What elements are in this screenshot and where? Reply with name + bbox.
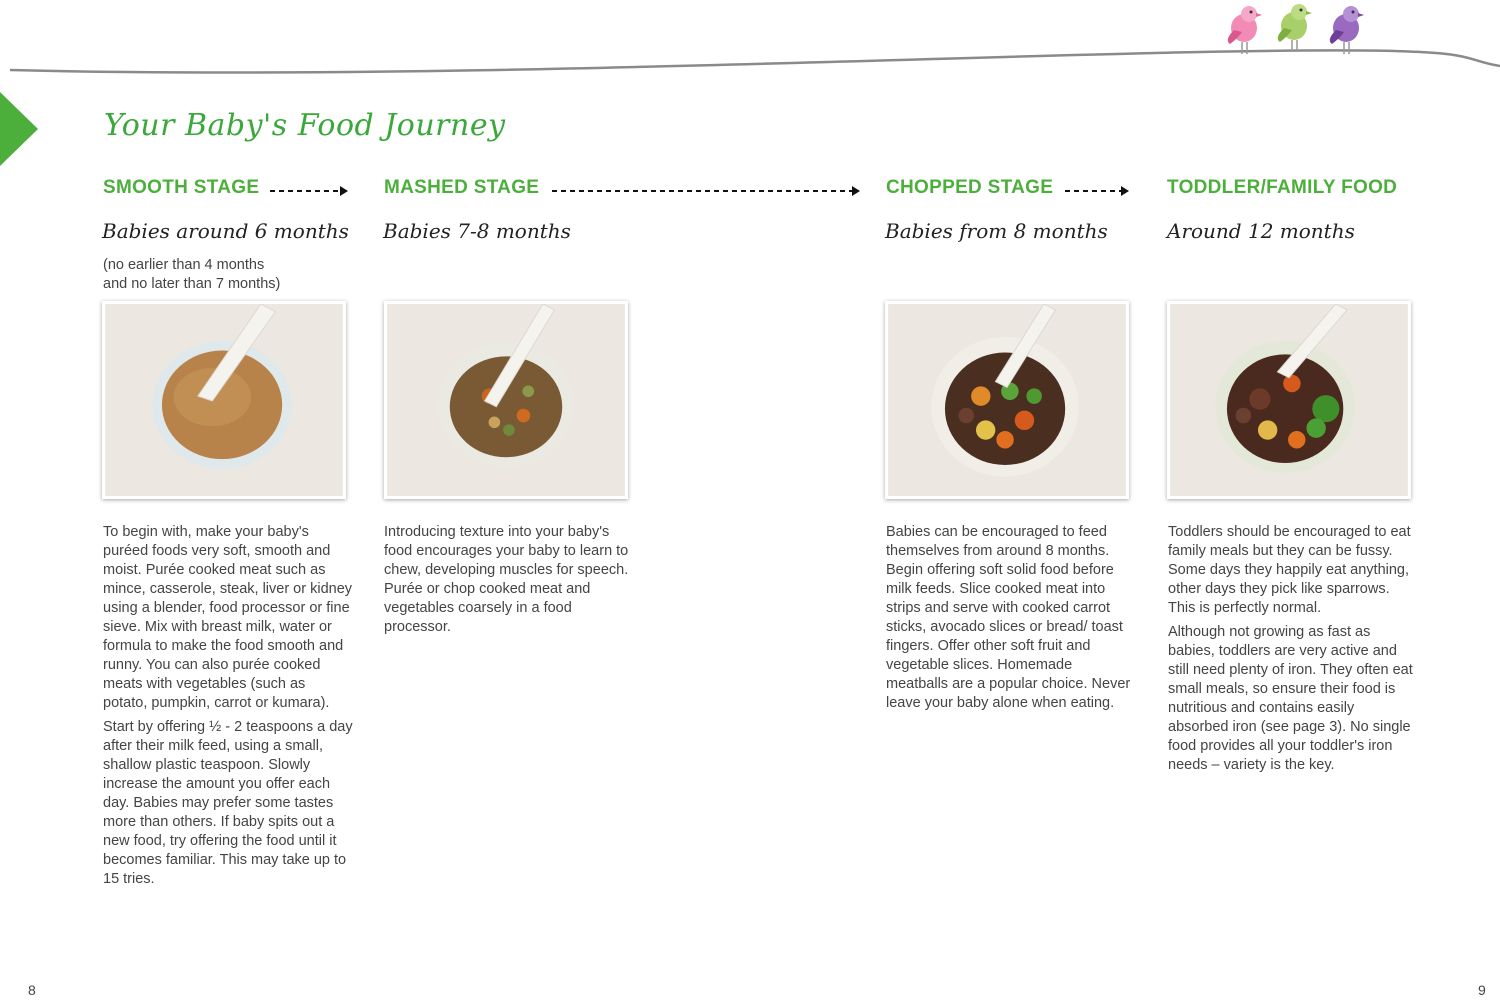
mashed-stage-text [384, 523, 634, 642]
stage-age-mashed: Babies 7-8 months [383, 219, 571, 243]
body-paragraph: Babies can be encouraged to feed themselves from around 8 months. Begin offering soft solid food before milk feeds. Slice cooked meat into strips and serve with cooked carrot sticks, avocado slices or bread/ toast fingers. Offer other soft fruit and vegetable slices. Homemade meatballs are a popular choice. Never leave your baby alone when eating. [886, 524, 1131, 711]
smooth-stage-age-note [103, 256, 343, 294]
stage-age-chopped: Babies from 8 months [885, 219, 1108, 243]
stage-age-toddler: Around 12 months [1167, 219, 1355, 243]
smooth-puree-bowl-photo [102, 301, 346, 499]
dashed-arrow-icon [270, 184, 350, 198]
birds-icon [1216, 0, 1376, 60]
body-paragraph: Start by offering ½ - 2 teaspoons a day after their milk feed, using a small, shallow plastic teaspoon. Slowly increase the amount you offer each day. Babies may prefer some tastes more than others. If baby spits out a new food, try offering the food until it becomes familiar. This may take up to 15 tries. [103, 719, 353, 887]
stage-heading-toddler: TODDLER/FAMILY FOOD [1167, 177, 1398, 198]
dashed-arrow-icon [552, 184, 862, 198]
note-line: (no earlier than 4 months [103, 257, 265, 273]
family-food-bowl-photo [1167, 301, 1411, 499]
pink-bird-icon [1228, 6, 1262, 54]
body-paragraph: Introducing texture into your baby's food encourages your baby to learn to chew, developing muscles for speech. Purée or chop cooked meat and vegetables coarsely in a food processor. [384, 524, 629, 635]
smooth-stage-text [103, 523, 353, 894]
stage-heading-mashed: MASHED STAGE [384, 177, 540, 198]
body-paragraph: To begin with, make your baby's puréed foods very soft, smooth and moist. Purée cooked meat such as mince, casserole, steak, liver or kidney using a blender, food processor or fine sieve. Mix with breast milk, water or formula to make the food smooth and runny. You can also purée cooked meats with vegetables (such as potato, pumpkin, carrot or kumara). [103, 524, 353, 711]
mashed-food-bowl-photo [384, 301, 628, 499]
purple-bird-icon [1330, 6, 1364, 54]
page-number-right: 9 [1478, 982, 1486, 998]
chopped-food-bowl-photo [885, 301, 1129, 499]
green-bird-icon [1278, 4, 1312, 52]
stage-heading-smooth: SMOOTH STAGE [103, 177, 260, 198]
chopped-stage-text [886, 523, 1136, 718]
body-paragraph: Toddlers should be encouraged to eat family meals but they can be fussy. Some days they happily eat anything, other days they pick like sparrows. This is perfectly normal. [1168, 524, 1411, 616]
stage-age-smooth: Babies around 6 months [102, 219, 349, 243]
page-number-left: 8 [28, 982, 36, 998]
page-title: Your Baby's Food Journey [104, 108, 506, 143]
note-line: and no later than 7 months) [103, 276, 281, 292]
green-corner-triangle [0, 92, 38, 166]
toddler-stage-text [1168, 523, 1418, 780]
body-paragraph: Although not growing as fast as babies, toddlers are very active and still need plenty of iron. They often eat small meals, so ensure their food is nutritious and contains easily absorbed iron (see page 3). No single food provides all your toddler's iron needs – variety is the key. [1168, 624, 1413, 773]
dashed-arrow-icon [1065, 184, 1131, 198]
stage-heading-chopped: CHOPPED STAGE [886, 177, 1054, 198]
